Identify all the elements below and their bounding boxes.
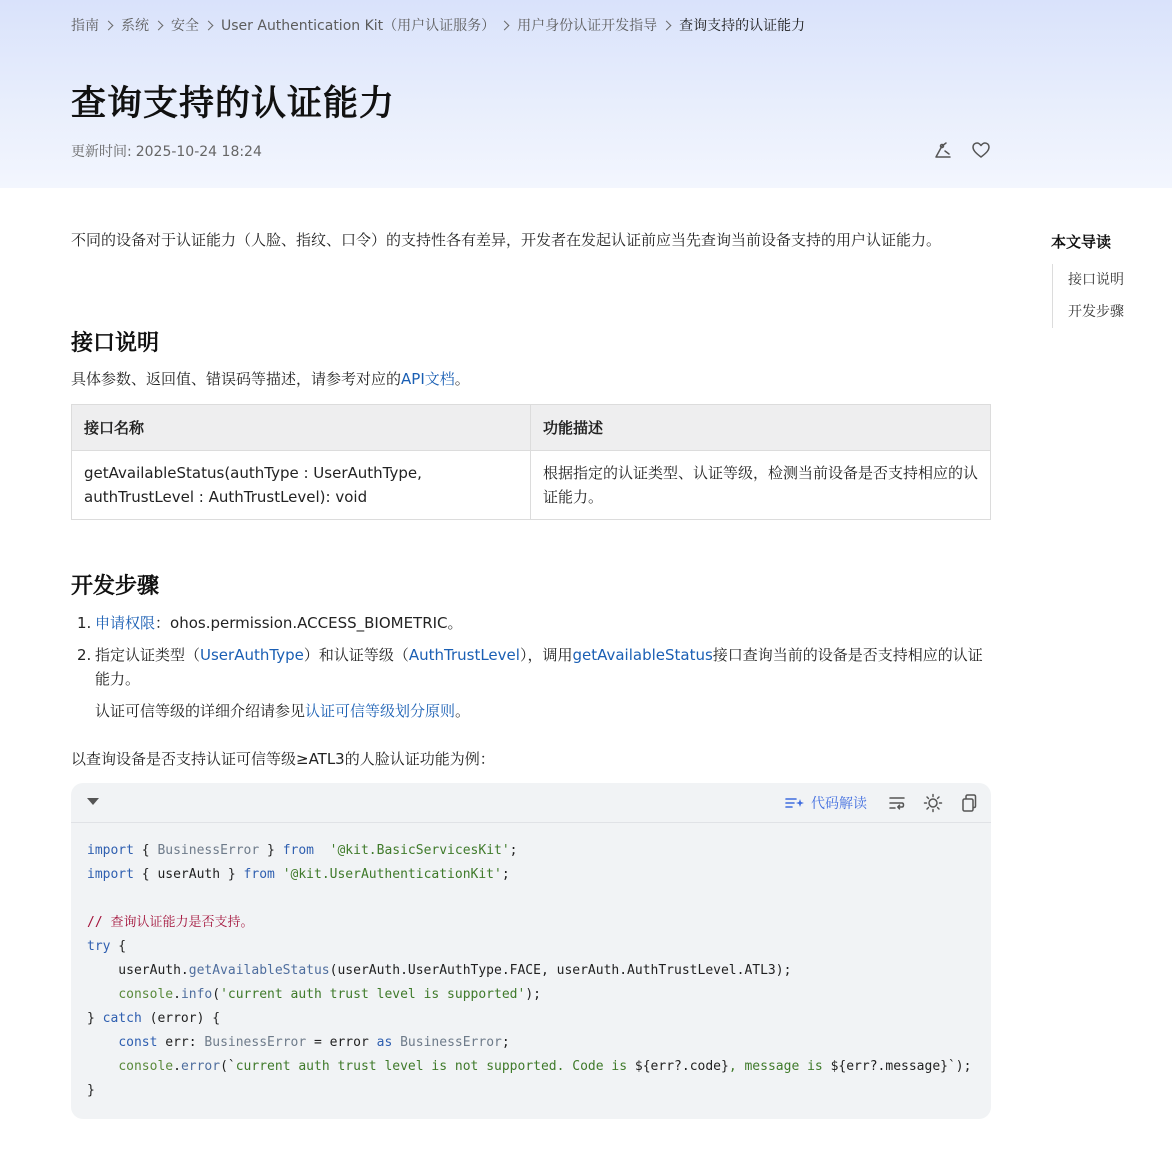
breadcrumb-item-current: 查询支持的认证能力 bbox=[679, 18, 806, 34]
section-heading-steps: 开发步骤 bbox=[71, 574, 160, 599]
note-text: 认证可信等级的详细介绍请参见 bbox=[95, 702, 306, 720]
share-icon[interactable] bbox=[933, 140, 953, 160]
code-token: { bbox=[110, 939, 127, 954]
ai-sparkle-icon bbox=[785, 795, 805, 811]
code-token: BusinessError bbox=[157, 843, 260, 858]
chevron-right-icon bbox=[204, 20, 214, 30]
wrap-lines-icon[interactable] bbox=[887, 793, 907, 813]
code-token: , message is bbox=[728, 1059, 831, 1074]
code-token: `); bbox=[947, 1059, 972, 1074]
code-comment: // 查询认证能力是否支持。 bbox=[87, 915, 254, 930]
article-content bbox=[71, 228, 991, 1098]
code-token: import bbox=[87, 843, 134, 858]
code-token: ( bbox=[212, 987, 221, 1002]
update-time-label: 更新时间: bbox=[71, 144, 132, 160]
toc-title: 本文导读 bbox=[1051, 233, 1112, 251]
code-toolbar bbox=[71, 783, 991, 823]
request-permission-link[interactable]: 申请权限 bbox=[95, 614, 156, 632]
list-item bbox=[71, 611, 991, 635]
table-cell-api-name: getAvailableStatus(authType : UserAuthType, authTrustLevel : AuthTrustLevel): void bbox=[72, 451, 531, 520]
code-line-empty bbox=[87, 887, 971, 911]
breadcrumb-item-user-auth-kit[interactable]: User Authentication Kit（用户认证服务） bbox=[221, 18, 496, 34]
api-doc-link[interactable]: API文档 bbox=[401, 370, 455, 388]
favorite-heart-icon[interactable] bbox=[971, 140, 991, 160]
code-token: } bbox=[87, 1083, 95, 1098]
code-token bbox=[392, 1035, 400, 1050]
code-token: ${err?.message} bbox=[830, 1059, 948, 1074]
chevron-right-icon bbox=[500, 20, 510, 30]
step1-text: ：ohos.permission.ACCESS_BIOMETRIC。 bbox=[155, 614, 463, 632]
code-token: } bbox=[259, 843, 283, 858]
code-content bbox=[87, 839, 971, 1103]
table-of-contents bbox=[1051, 231, 1124, 320]
code-line bbox=[87, 1007, 971, 1031]
code-token: { userAuth } bbox=[133, 867, 244, 882]
breadcrumb-item-guide[interactable]: 指南 bbox=[71, 18, 99, 34]
page-header bbox=[0, 0, 1172, 188]
code-token: (userAuth.UserAuthType.FACE, userAuth.AuthTrustLevel.ATL3); bbox=[329, 963, 792, 978]
auth-trust-level-link[interactable]: AuthTrustLevel bbox=[408, 646, 520, 664]
code-token: ; bbox=[501, 1035, 510, 1050]
step2-text: 接口查询当前的设备是否支持相应的认证能力。 bbox=[95, 646, 983, 688]
api-description bbox=[71, 368, 470, 389]
header-actions bbox=[933, 140, 991, 160]
code-token: from bbox=[282, 843, 314, 858]
code-token: catch bbox=[102, 1011, 142, 1026]
toc-item-steps[interactable]: 开发步骤 bbox=[1068, 304, 1124, 320]
code-token: console bbox=[118, 1059, 174, 1074]
step-number: 1. bbox=[77, 614, 92, 632]
code-token: '@kit.BasicServicesKit' bbox=[329, 843, 510, 858]
table-row bbox=[72, 451, 991, 520]
breadcrumb-item-security[interactable]: 安全 bbox=[171, 18, 199, 34]
code-token: (error) { bbox=[141, 1011, 221, 1026]
step2-text: 指定认证类型（ bbox=[95, 646, 201, 664]
code-token: '@kit.UserAuthenticationKit' bbox=[282, 867, 502, 882]
code-token: } bbox=[87, 1011, 103, 1026]
code-token: ; bbox=[501, 867, 510, 882]
example-lead-text: 以查询设备是否支持认证可信等级≥ATL3的人脸认证功能为例： bbox=[71, 750, 495, 768]
code-token: as bbox=[376, 1035, 393, 1050]
code-token bbox=[275, 867, 283, 882]
toc-list bbox=[1052, 264, 1152, 328]
code-token: current auth trust level is not supported. Code is bbox=[235, 1059, 635, 1074]
code-line bbox=[87, 863, 971, 887]
table-cell-api-desc: 根据指定的认证类型、认证等级，检测当前设备是否支持相应的认证能力。 bbox=[531, 451, 991, 520]
code-line bbox=[87, 839, 971, 863]
code-block bbox=[71, 783, 991, 1119]
note-text: 。 bbox=[455, 702, 471, 720]
code-token: import bbox=[87, 867, 134, 882]
code-token: try bbox=[87, 939, 111, 954]
list-item bbox=[71, 643, 991, 723]
breadcrumb bbox=[71, 15, 805, 35]
code-token: 'current auth trust level is supported' bbox=[220, 987, 526, 1002]
collapse-triangle-icon[interactable] bbox=[87, 798, 99, 805]
code-line bbox=[87, 935, 971, 959]
code-line bbox=[87, 911, 971, 935]
breadcrumb-item-dev-guide[interactable]: 用户身份认证开发指导 bbox=[517, 18, 658, 34]
step2-text: ），调用 bbox=[519, 646, 573, 664]
trust-level-principle-link[interactable]: 认证可信等级划分原则 bbox=[305, 702, 456, 720]
table-header-row bbox=[72, 405, 991, 451]
table-header-name: 接口名称 bbox=[72, 405, 531, 451]
chevron-right-icon bbox=[104, 20, 114, 30]
code-explain-button[interactable] bbox=[785, 793, 867, 813]
code-token: ${err?.code} bbox=[634, 1059, 729, 1074]
page-title: 查询支持的认证能力 bbox=[71, 84, 396, 124]
step2-text: ）和认证等级（ bbox=[303, 646, 409, 664]
table-header-desc: 功能描述 bbox=[531, 405, 991, 451]
code-token: (` bbox=[220, 1059, 236, 1074]
code-line bbox=[87, 959, 971, 983]
breadcrumb-item-system[interactable]: 系统 bbox=[121, 18, 149, 34]
theme-sun-icon[interactable] bbox=[923, 793, 943, 813]
code-line bbox=[87, 983, 971, 1007]
code-token: from bbox=[243, 867, 275, 882]
code-token: ; bbox=[509, 843, 518, 858]
code-token: const bbox=[118, 1035, 158, 1050]
code-line bbox=[87, 1079, 971, 1103]
code-token: info bbox=[180, 987, 213, 1002]
code-token: ); bbox=[525, 987, 541, 1002]
code-token: . bbox=[173, 1059, 181, 1074]
code-line bbox=[87, 1055, 971, 1079]
steps-list bbox=[71, 611, 991, 731]
user-auth-type-link[interactable]: UserAuthType bbox=[200, 646, 304, 664]
update-time bbox=[71, 141, 262, 161]
code-token: error bbox=[180, 1059, 221, 1074]
chevron-right-icon bbox=[662, 20, 672, 30]
code-explain-label: 代码解读 bbox=[811, 796, 867, 812]
code-token: userAuth. bbox=[87, 963, 189, 978]
api-desc-prefix: 具体参数、返回值、错误码等描述，请参考对应的 bbox=[71, 370, 402, 388]
step2-note bbox=[95, 699, 991, 723]
code-token: = error bbox=[306, 1035, 377, 1050]
toc-item-api[interactable]: 接口说明 bbox=[1068, 272, 1124, 288]
code-token bbox=[87, 1059, 118, 1074]
chevron-right-icon bbox=[154, 20, 164, 30]
intro-paragraph: 不同的设备对于认证能力（人脸、指纹、口令）的支持性各有差异，开发者在发起认证前应当先查询当前设备支持的用户认证能力。 bbox=[71, 231, 942, 249]
code-token: err: bbox=[157, 1035, 205, 1050]
code-token: BusinessError bbox=[204, 1035, 307, 1050]
code-token: { bbox=[133, 843, 158, 858]
code-token: getAvailableStatus bbox=[188, 963, 330, 978]
code-token bbox=[87, 987, 118, 1002]
section-heading-api: 接口说明 bbox=[71, 331, 160, 356]
code-token: . bbox=[173, 987, 181, 1002]
api-desc-suffix: 。 bbox=[454, 370, 470, 388]
code-line bbox=[87, 1031, 971, 1055]
copy-icon[interactable] bbox=[959, 793, 979, 813]
step-number: 2. bbox=[77, 646, 92, 664]
code-token: console bbox=[118, 987, 174, 1002]
get-available-status-link[interactable]: getAvailableStatus bbox=[572, 646, 713, 664]
update-time-value: 2025-10-24 18:24 bbox=[135, 144, 262, 160]
code-token bbox=[314, 843, 330, 858]
api-table bbox=[71, 404, 991, 520]
code-token bbox=[87, 1035, 118, 1050]
code-token: BusinessError bbox=[400, 1035, 502, 1050]
